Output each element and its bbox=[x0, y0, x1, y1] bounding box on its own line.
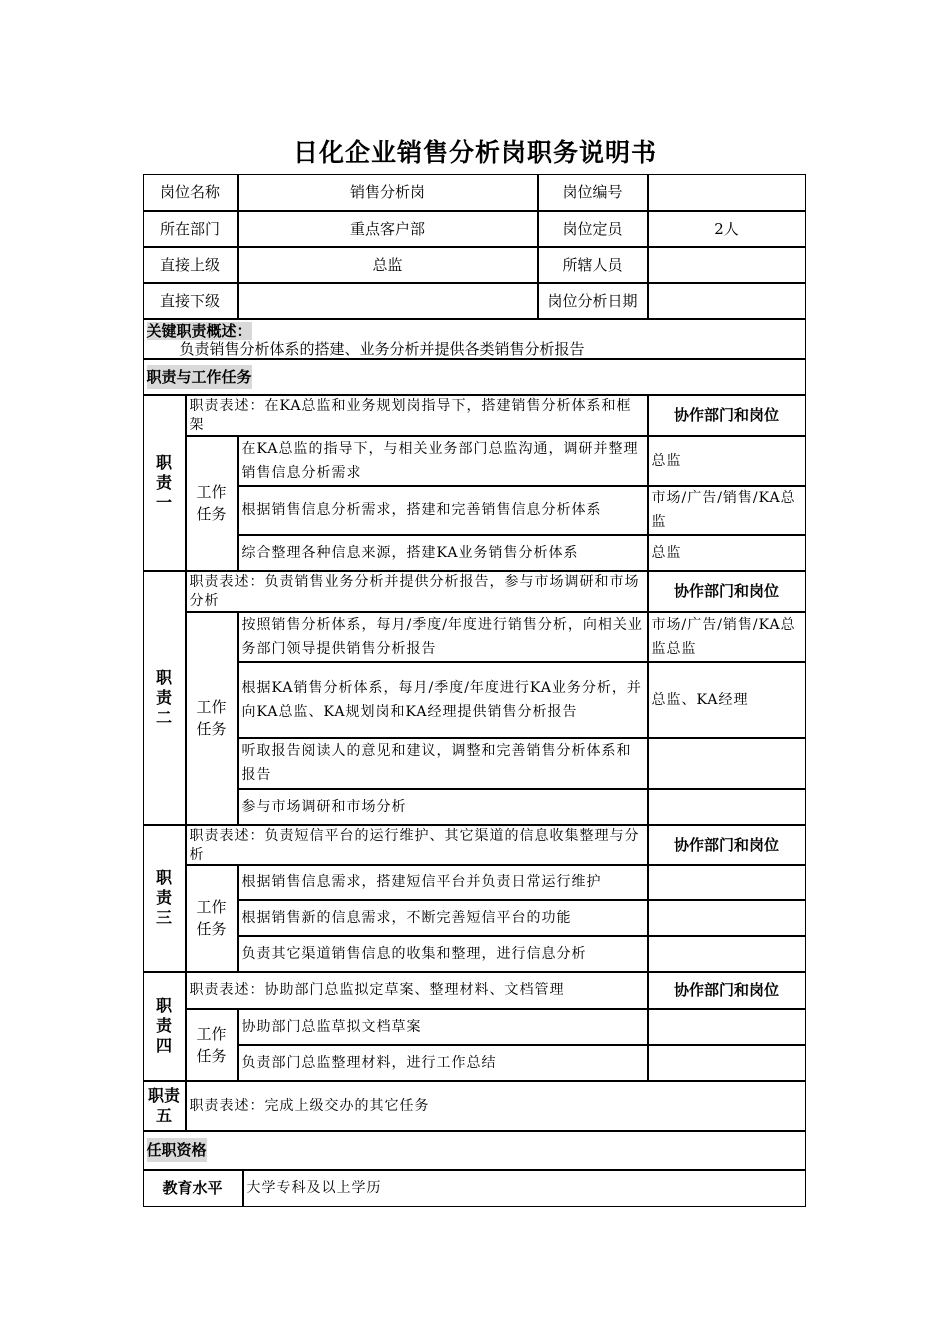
duty1-task-3: 综合整理各种信息来源，搭建KA业务销售分析体系 bbox=[238, 535, 648, 571]
subordinate-value bbox=[238, 283, 538, 319]
duty3-task-3: 负责其它渠道销售信息的收集和整理，进行信息分析 bbox=[238, 936, 648, 972]
duty5-label: 职责五 bbox=[147, 1085, 180, 1125]
dept-value: 重点客户部 bbox=[238, 211, 538, 247]
summary-label: 关键职责概述： bbox=[146, 321, 252, 340]
duty3-task-label: 工作任务 bbox=[196, 898, 227, 938]
subordinate-label: 直接下级 bbox=[143, 283, 238, 319]
pos-name-label: 岗位名称 bbox=[143, 174, 238, 211]
duty4-task-label-cell bbox=[186, 1009, 238, 1081]
superior-label: 直接上级 bbox=[143, 247, 238, 283]
subordinate-staff-label: 所辖人员 bbox=[538, 247, 648, 283]
duty4-coop-1 bbox=[648, 1009, 806, 1045]
duty2-desc: 职责表述：负责销售业务分析并提供分析报告，参与市场调研和市场分析 bbox=[186, 571, 648, 612]
duty2-coop-2: 总监、KA经理 bbox=[648, 662, 806, 738]
edu-value: 大学专科及以上学历 bbox=[243, 1170, 806, 1207]
summary-text: 负责销售分析体系的搭建、业务分析并提供各类销售分析报告 bbox=[179, 339, 585, 358]
duty5-label-cell bbox=[143, 1081, 186, 1131]
duty4-task-1: 协助部门总监草拟文档草案 bbox=[238, 1009, 648, 1045]
duty3-task-label-cell bbox=[186, 865, 238, 972]
duties-label: 职责与工作任务 bbox=[147, 365, 252, 389]
duty4-label-cell bbox=[143, 972, 186, 1081]
duty3-coop-2 bbox=[648, 900, 806, 936]
duty2-coop-4 bbox=[648, 789, 806, 825]
qualification-section-header bbox=[143, 1131, 806, 1170]
staff-value: 2人 bbox=[648, 211, 806, 247]
duty1-task-label: 工作任务 bbox=[196, 483, 227, 523]
duty4-coop-2 bbox=[648, 1045, 806, 1081]
duty2-label: 职责二 bbox=[155, 667, 172, 727]
staff-label: 岗位定员 bbox=[538, 211, 648, 247]
page-title: 日化企业销售分析岗职务说明书 bbox=[292, 138, 657, 167]
duty4-coop-header: 协作部门和岗位 bbox=[648, 972, 806, 1009]
duty4-label: 职责四 bbox=[155, 996, 172, 1055]
duty2-task-4: 参与市场调研和市场分析 bbox=[238, 789, 648, 825]
analysis-date-label: 岗位分析日期 bbox=[538, 283, 648, 319]
duty3-coop-1 bbox=[648, 865, 806, 900]
duty2-task-2: 根据KA销售分析体系，每月/季度/年度进行KA业务分析，并向KA总监、KA规划岗和KA经理提供销售分析报告 bbox=[238, 662, 648, 738]
edu-label: 教育水平 bbox=[143, 1170, 243, 1207]
duty2-task-label: 工作任务 bbox=[196, 698, 227, 738]
duty3-task-2: 根据销售新的信息需求，不断完善短信平台的功能 bbox=[238, 900, 648, 936]
duty1-coop-3: 总监 bbox=[648, 535, 806, 571]
duty1-label-cell bbox=[143, 395, 186, 571]
duty3-coop-header: 协作部门和岗位 bbox=[648, 825, 806, 865]
analysis-date-value bbox=[648, 283, 806, 319]
duty2-task-3: 听取报告阅读人的意见和建议，调整和完善销售分析体系和报告 bbox=[238, 738, 648, 789]
subordinate-staff-value bbox=[648, 247, 806, 283]
duty5-desc: 职责表述：完成上级交办的其它任务 bbox=[186, 1081, 806, 1131]
superior-value: 总监 bbox=[238, 247, 538, 283]
duty1-task-label-cell bbox=[186, 436, 238, 571]
duties-section-header bbox=[143, 359, 806, 395]
dept-label: 所在部门 bbox=[143, 211, 238, 247]
duty1-task-1: 在KA总监的指导下，与相关业务部门总监沟通，调研并整理销售信息分析需求 bbox=[238, 436, 648, 486]
duty1-coop-header: 协作部门和岗位 bbox=[648, 395, 806, 436]
job-description-table bbox=[143, 174, 806, 1207]
duty4-task-2: 负责部门总监整理材料，进行工作总结 bbox=[238, 1045, 648, 1081]
duty2-task-label-cell bbox=[186, 612, 238, 825]
duty3-label-cell bbox=[143, 825, 186, 972]
duty2-task-1: 按照销售分析体系，每月/季度/年度进行销售分析，向相关业务部门领导提供销售分析报告 bbox=[238, 612, 648, 662]
duty1-coop-1: 总监 bbox=[648, 436, 806, 486]
duty2-label-cell bbox=[143, 571, 186, 825]
duty1-coop-2: 市场/广告/销售/KA总监 bbox=[648, 486, 806, 535]
duty1-task-2: 根据销售信息分析需求，搭建和完善销售信息分析体系 bbox=[238, 486, 648, 535]
duty4-task-label: 工作任务 bbox=[196, 1024, 227, 1065]
duty3-desc: 职责表述：负责短信平台的运行维护、其它渠道的信息收集整理与分析 bbox=[186, 825, 648, 865]
duty2-coop-1: 市场/广告/销售/KA总监总监 bbox=[648, 612, 806, 662]
duty3-label: 职责三 bbox=[155, 868, 172, 927]
duty1-label: 职责一 bbox=[155, 452, 172, 512]
duty3-task-1: 根据销售信息需求，搭建短信平台并负责日常运行维护 bbox=[238, 865, 648, 900]
qualification-label: 任职资格 bbox=[147, 1138, 207, 1162]
duty3-coop-3 bbox=[648, 936, 806, 972]
duty1-desc: 职责表述：在KA总监和业务规划岗指导下，搭建销售分析体系和框架 bbox=[186, 395, 648, 436]
duty2-coop-header: 协作部门和岗位 bbox=[648, 571, 806, 612]
pos-name-value: 销售分析岗 bbox=[238, 174, 538, 211]
pos-no-label: 岗位编号 bbox=[538, 174, 648, 211]
duty2-coop-3 bbox=[648, 738, 806, 789]
summary-section bbox=[143, 319, 806, 359]
duty4-desc: 职责表述：协助部门总监拟定草案、整理材料、文档管理 bbox=[186, 972, 648, 1009]
pos-no-value bbox=[648, 174, 806, 211]
